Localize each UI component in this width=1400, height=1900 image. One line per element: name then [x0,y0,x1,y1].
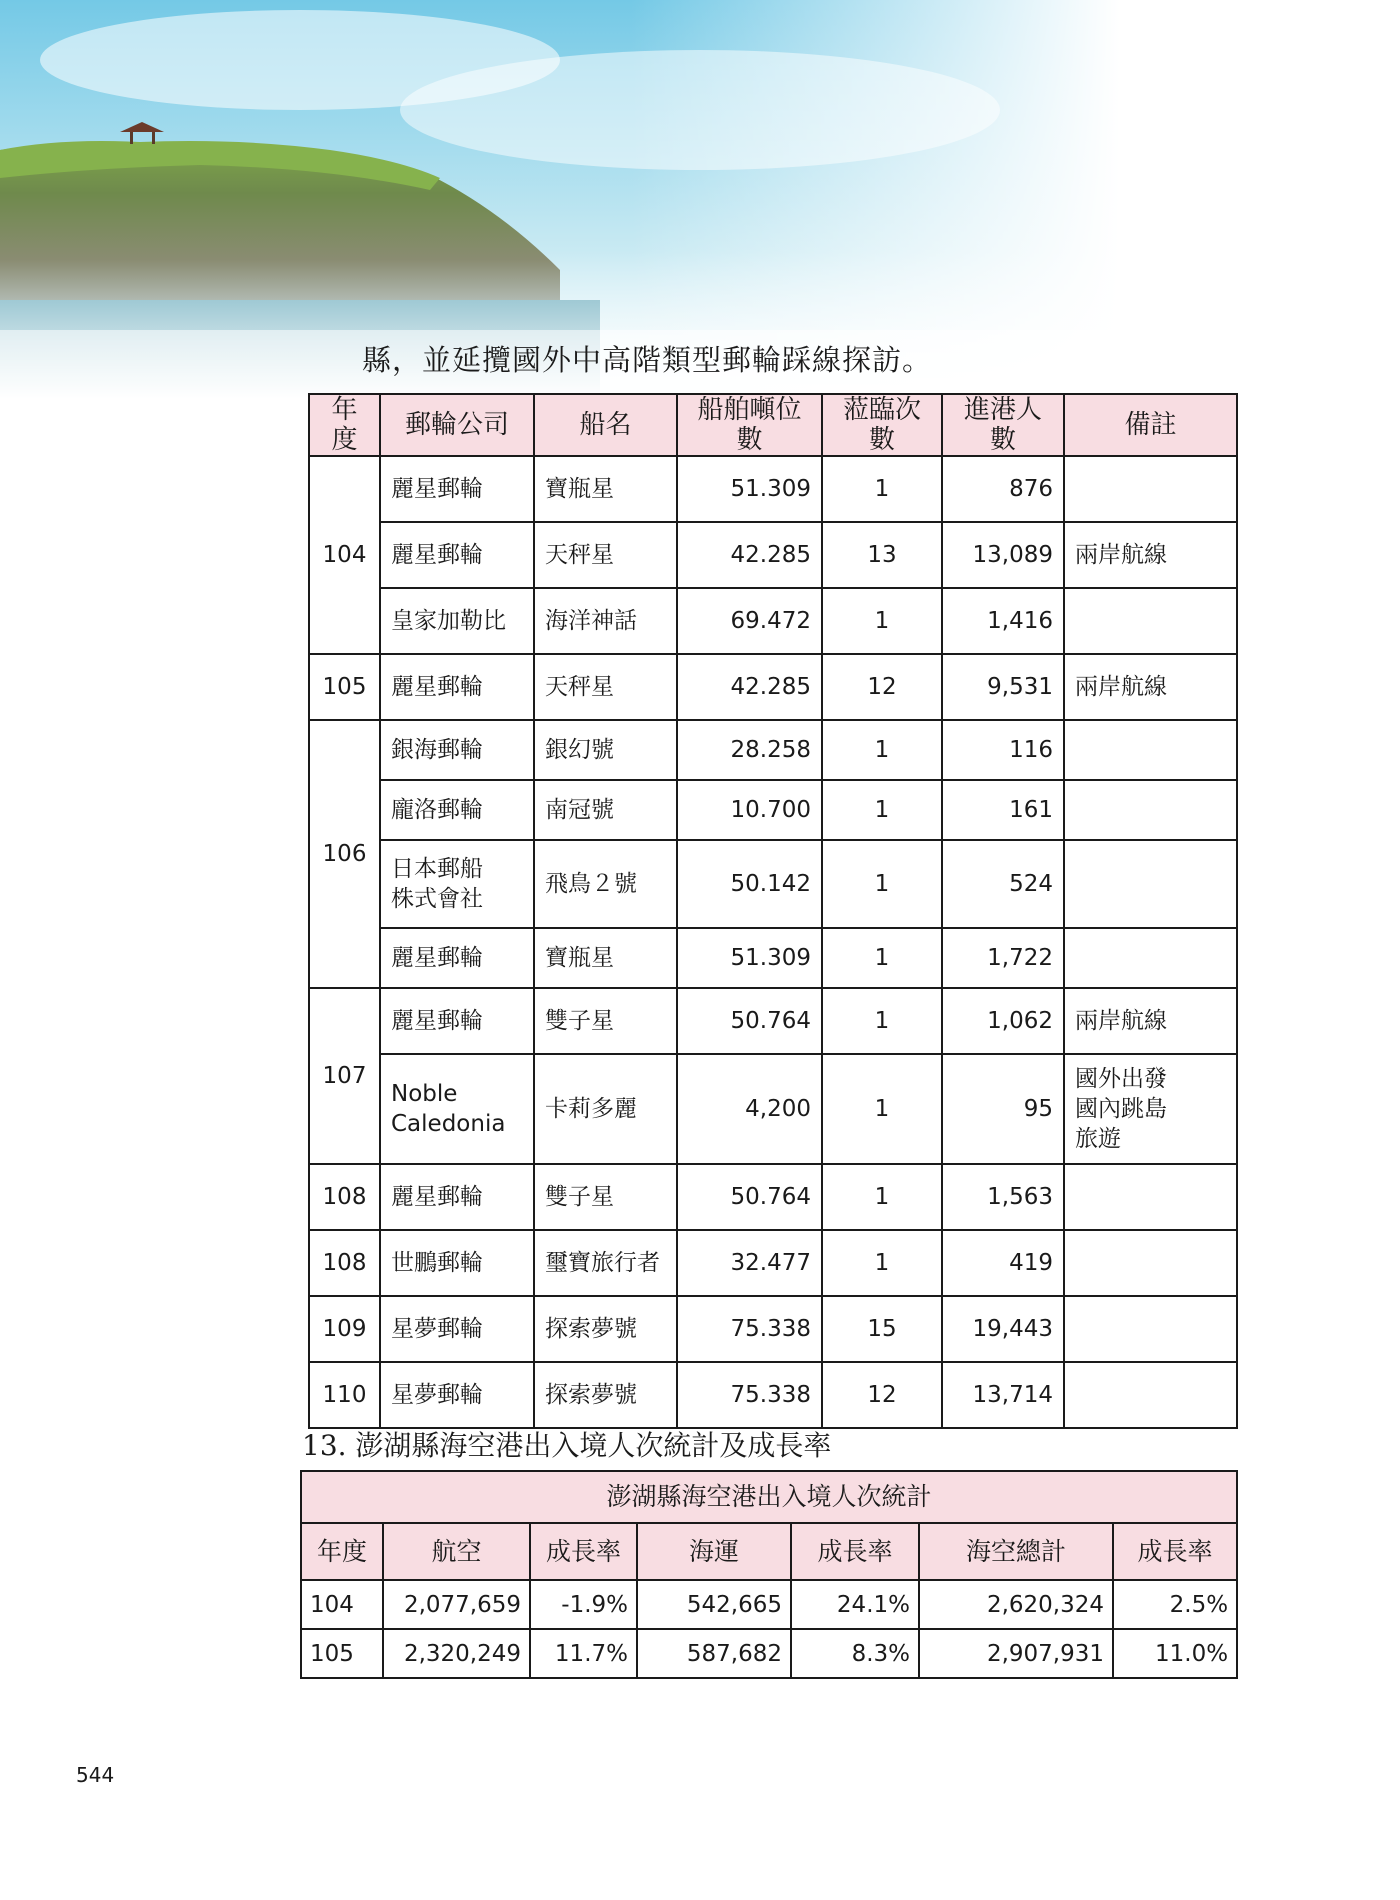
passengers-cell: 13,714 [942,1362,1064,1428]
ship-name-cell: 探索夢號 [534,1362,677,1428]
ship-name-cell: 寶瓶星 [534,456,677,522]
visits-cell: 1 [822,840,942,928]
tonnage-cell: 50.764 [677,1164,822,1230]
year-cell: 105 [301,1629,383,1678]
passengers-cell: 419 [942,1230,1064,1296]
note-cell [1064,840,1237,928]
value-cell: 2,320,249 [383,1629,530,1678]
visits-cell: 15 [822,1296,942,1362]
table-row [309,522,1237,588]
tonnage-cell: 51.309 [677,456,822,522]
passengers-cell: 1,062 [942,988,1064,1054]
note-cell: 兩岸航線 [1064,988,1237,1054]
tonnage-cell: 32.477 [677,1230,822,1296]
company-cell: 麗星郵輪 [380,456,534,522]
table-row [309,1054,1237,1164]
column-header: 郵輪公司 [380,394,534,456]
table-row [309,1164,1237,1230]
table-row [309,1230,1237,1296]
company-cell: 世鵬郵輪 [380,1230,534,1296]
visits-cell: 13 [822,522,942,588]
tonnage-cell: 75.338 [677,1362,822,1428]
year-cell: 104 [301,1580,383,1629]
note-cell: 兩岸航線 [1064,654,1237,720]
table-row [309,654,1237,720]
note-cell [1064,1164,1237,1230]
year-cell: 110 [309,1362,380,1428]
company-cell: 星夢郵輪 [380,1296,534,1362]
tonnage-cell: 69.472 [677,588,822,654]
visits-cell: 1 [822,588,942,654]
value-cell: 11.7% [530,1629,637,1678]
tonnage-cell: 28.258 [677,720,822,780]
tonnage-cell: 4,200 [677,1054,822,1164]
visits-cell: 12 [822,654,942,720]
table-row [309,588,1237,654]
column-header: 年度 [301,1523,383,1580]
note-cell: 國外出發 國內跳島 旅遊 [1064,1054,1237,1164]
table-row [309,988,1237,1054]
passengers-cell: 1,563 [942,1164,1064,1230]
visits-cell: 1 [822,1164,942,1230]
note-cell [1064,456,1237,522]
year-cell: 105 [309,654,380,720]
company-cell: 麗星郵輪 [380,1164,534,1230]
column-header: 進港人數 [942,394,1064,456]
column-header: 海運 [637,1523,791,1580]
passengers-cell: 19,443 [942,1296,1064,1362]
section-title: 13. 澎湖縣海空港出入境人次統計及成長率 [302,1429,832,1462]
tonnage-cell: 42.285 [677,522,822,588]
ship-name-cell: 天秤星 [534,654,677,720]
table-row [301,1629,1237,1678]
passengers-cell: 1,416 [942,588,1064,654]
passengers-cell: 876 [942,456,1064,522]
column-header: 成長率 [791,1523,919,1580]
table-row [309,780,1237,840]
ship-name-cell: 銀幻號 [534,720,677,780]
cruise-table-body [309,456,1237,1428]
company-cell: 麗星郵輪 [380,988,534,1054]
ship-name-cell: 海洋神話 [534,588,677,654]
table-row [309,840,1237,928]
column-header: 蒞臨次數 [822,394,942,456]
year-cell: 109 [309,1296,380,1362]
visits-cell: 1 [822,780,942,840]
note-cell [1064,1230,1237,1296]
company-cell: 日本郵船 株式會社 [380,840,534,928]
ship-name-cell: 卡莉多麗 [534,1054,677,1164]
stats-table-caption: 澎湖縣海空港出入境人次統計 [301,1471,1237,1523]
tonnage-cell: 10.700 [677,780,822,840]
note-cell: 兩岸航線 [1064,522,1237,588]
stats-table-header-row [301,1523,1237,1580]
table-row [301,1580,1237,1629]
note-cell [1064,780,1237,840]
table-row [309,456,1237,522]
tonnage-cell: 50.764 [677,988,822,1054]
passengers-cell: 161 [942,780,1064,840]
value-cell: 11.0% [1113,1629,1237,1678]
ship-name-cell: 寶瓶星 [534,928,677,988]
passengers-cell: 524 [942,840,1064,928]
column-header: 年度 [309,394,380,456]
company-cell: 銀海郵輪 [380,720,534,780]
visits-cell: 1 [822,1054,942,1164]
value-cell: 24.1% [791,1580,919,1629]
table-row [309,1362,1237,1428]
passengers-cell: 13,089 [942,522,1064,588]
port-stats-table [300,1470,1238,1679]
column-header: 航空 [383,1523,530,1580]
value-cell: 2,907,931 [919,1629,1113,1678]
ship-name-cell: 探索夢號 [534,1296,677,1362]
note-cell [1064,1296,1237,1362]
passengers-cell: 95 [942,1054,1064,1164]
visits-cell: 1 [822,720,942,780]
column-header: 備註 [1064,394,1237,456]
passengers-cell: 9,531 [942,654,1064,720]
value-cell: 8.3% [791,1629,919,1678]
ship-name-cell: 璽寶旅行者 [534,1230,677,1296]
ship-name-cell: 飛鳥２號 [534,840,677,928]
visits-cell: 12 [822,1362,942,1428]
table-row [309,720,1237,780]
year-cell: 107 [309,988,380,1164]
column-header: 海空總計 [919,1523,1113,1580]
company-cell: 麗星郵輪 [380,654,534,720]
year-cell: 108 [309,1230,380,1296]
column-header: 船名 [534,394,677,456]
tonnage-cell: 75.338 [677,1296,822,1362]
company-cell: 皇家加勒比 [380,588,534,654]
company-cell: 麗星郵輪 [380,522,534,588]
tonnage-cell: 50.142 [677,840,822,928]
note-cell [1064,1362,1237,1428]
note-cell [1064,928,1237,988]
ship-name-cell: 南冠號 [534,780,677,840]
stats-table-body [301,1580,1237,1678]
company-cell: 麗星郵輪 [380,928,534,988]
passengers-cell: 1,722 [942,928,1064,988]
ship-name-cell: 雙子星 [534,1164,677,1230]
note-cell [1064,588,1237,654]
ship-name-cell: 雙子星 [534,988,677,1054]
visits-cell: 1 [822,456,942,522]
tonnage-cell: 51.309 [677,928,822,988]
year-cell: 108 [309,1164,380,1230]
cruise-visits-table [308,393,1238,1429]
company-cell: 星夢郵輪 [380,1362,534,1428]
year-cell: 106 [309,720,380,988]
value-cell: -1.9% [530,1580,637,1629]
page-number: 544 [76,1763,115,1787]
column-header: 成長率 [1113,1523,1237,1580]
intro-text: 縣，並延攬國外中高階類型郵輪踩線探訪。 [362,343,933,377]
column-header: 船舶噸位數 [677,394,822,456]
table-row [309,1296,1237,1362]
visits-cell: 1 [822,928,942,988]
column-header: 成長率 [530,1523,637,1580]
table-row [309,928,1237,988]
cruise-table-header-row [309,394,1237,456]
value-cell: 2.5% [1113,1580,1237,1629]
note-cell [1064,720,1237,780]
value-cell: 587,682 [637,1629,791,1678]
ship-name-cell: 天秤星 [534,522,677,588]
value-cell: 542,665 [637,1580,791,1629]
value-cell: 2,077,659 [383,1580,530,1629]
tonnage-cell: 42.285 [677,654,822,720]
year-cell: 104 [309,456,380,654]
company-cell: 龐洛郵輪 [380,780,534,840]
value-cell: 2,620,324 [919,1580,1113,1629]
passengers-cell: 116 [942,720,1064,780]
visits-cell: 1 [822,1230,942,1296]
visits-cell: 1 [822,988,942,1054]
company-cell: Noble Caledonia [380,1054,534,1164]
